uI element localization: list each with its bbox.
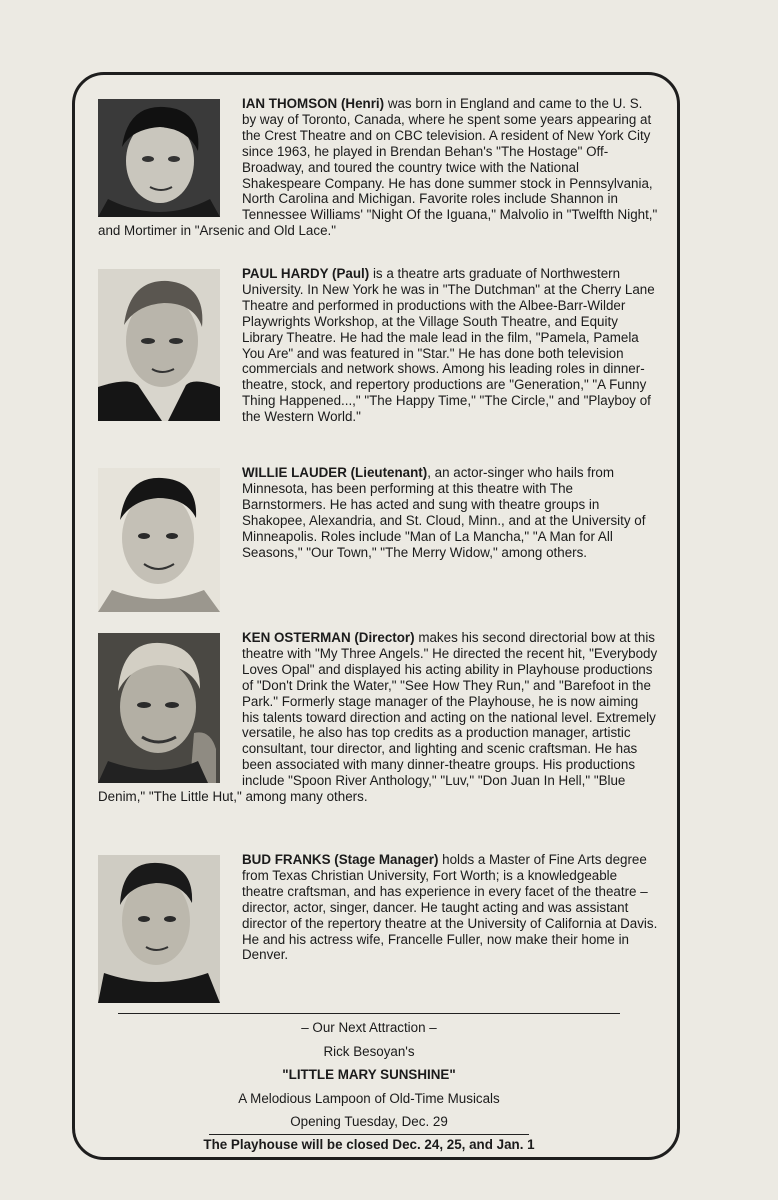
- attraction-opening: Opening Tuesday, Dec. 29: [290, 1114, 448, 1129]
- bio-ken-osterman: [98, 630, 658, 805]
- bio-name: KEN OSTERMAN (Director): [242, 630, 415, 645]
- headshot-photo: [98, 269, 220, 421]
- headshot-photo: [98, 468, 220, 612]
- bio-name: IAN THOMSON (Henri): [242, 96, 385, 111]
- bio-text: makes his second directorial bow at this theatre with "My Three Angels." He directed the recent hit, "Everybody Loves Opal" and displayed his acting ability in Playhouse productions of "Don't Drink the Water," "See How They Run," and "Barefoot in the Park." Formerly stage manager of the Playhouse, he is now aiming his talents toward direction and acting on the national level. Extremely versatile, he also has top credits as a production manager, artistic consultant, tour director, and lighting and scenic craftsman. He has been associated with many dinner-theatre groups. His productions include "Spoon River Anthology," "Luv," "Don Juan In Hell," "Blue Denim," "The Little Hut," among many others.: [98, 630, 658, 805]
- divider-line-short: [209, 1134, 529, 1135]
- bio-name: PAUL HARDY (Paul): [242, 266, 370, 281]
- bio-ian-thomson: [98, 96, 658, 239]
- bio-text: , an actor-singer who hails from Minnesota, has been performing at this theatre with The Barnstormers. He has acted and sung with theatre groups in Shakopee, Alexandria, and St. Cloud, Minn., and at the University of Minneapolis. Roles include "Man of La Mancha," "A Man for All Seasons," "Our Town," "The Merry Widow," among others.: [242, 465, 646, 560]
- closed-notice: The Playhouse will be closed Dec. 24, 25, and Jan. 1: [203, 1136, 535, 1152]
- headshot-photo: [98, 633, 220, 783]
- bio-willie-lauder: [98, 465, 658, 612]
- bio-text: holds a Master of Fine Arts degree from Texas Christian University, Fort Worth; is a knowledgeable theatre craftsman, and has experience in every facet of the theatre – director, actor, singer, dancer. He taught acting and was assistant director of the repertory theatre at the University of California at Davis. He and his actress wife, Francelle Fuller, now make their home in Denver.: [242, 852, 658, 963]
- attraction-author: Rick Besoyan's: [323, 1043, 415, 1059]
- attraction-subtitle: A Melodious Lampoon of Old-Time Musicals: [238, 1090, 500, 1106]
- bio-paul-hardy: [98, 266, 658, 425]
- divider-line: [118, 1013, 620, 1014]
- headshot-photo: [98, 99, 220, 217]
- headshot-photo: [98, 855, 220, 1003]
- bio-name: BUD FRANKS (Stage Manager): [242, 852, 439, 867]
- attraction-title: "LITTLE MARY SUNSHINE": [282, 1067, 456, 1082]
- bio-text: was born in England and came to the U. S. by way of Toronto, Canada, where he spent some years appearing at the Crest Theatre and on CBC television. A resident of New York City since 1963, he played in Brendan Behan's "The Hostage" Off-Broadway, and toured the country twice with the National Shakespeare Company. He has done summer stock in Pennsylvania, North Carolina and Michigan. Favorite roles include Shannon in Tennessee Williams' "Night Of the Iguana," Malvolio in "Twelfth Night," and Mortimer in "Arsenic and Old Lace.": [98, 96, 658, 239]
- bio-text: is a theatre arts graduate of Northwestern University. In New York he was in "The Dutchman" at the Cherry Lane Theatre and performed in productions with the Albee-Barr-Wilder Playwrights Workshop, at the Village South Theatre, and Equity Library Theatre. He had the male lead in the film, "Pamela, Pamela You Are" and was featured in "Star." He has done both television commercials and network shows. Among his leading roles in dinner-theatre, stock, and repertory productions are "Generation," "A Funny Thing Happened...," "The Happy Time," "The Circle," and "Playboy of the Western World.": [242, 266, 655, 425]
- next-attraction: [118, 1013, 620, 1154]
- bio-bud-franks: [98, 852, 658, 1003]
- bio-name: WILLIE LAUDER (Lieutenant): [242, 465, 428, 480]
- attraction-heading: – Our Next Attraction –: [301, 1020, 437, 1035]
